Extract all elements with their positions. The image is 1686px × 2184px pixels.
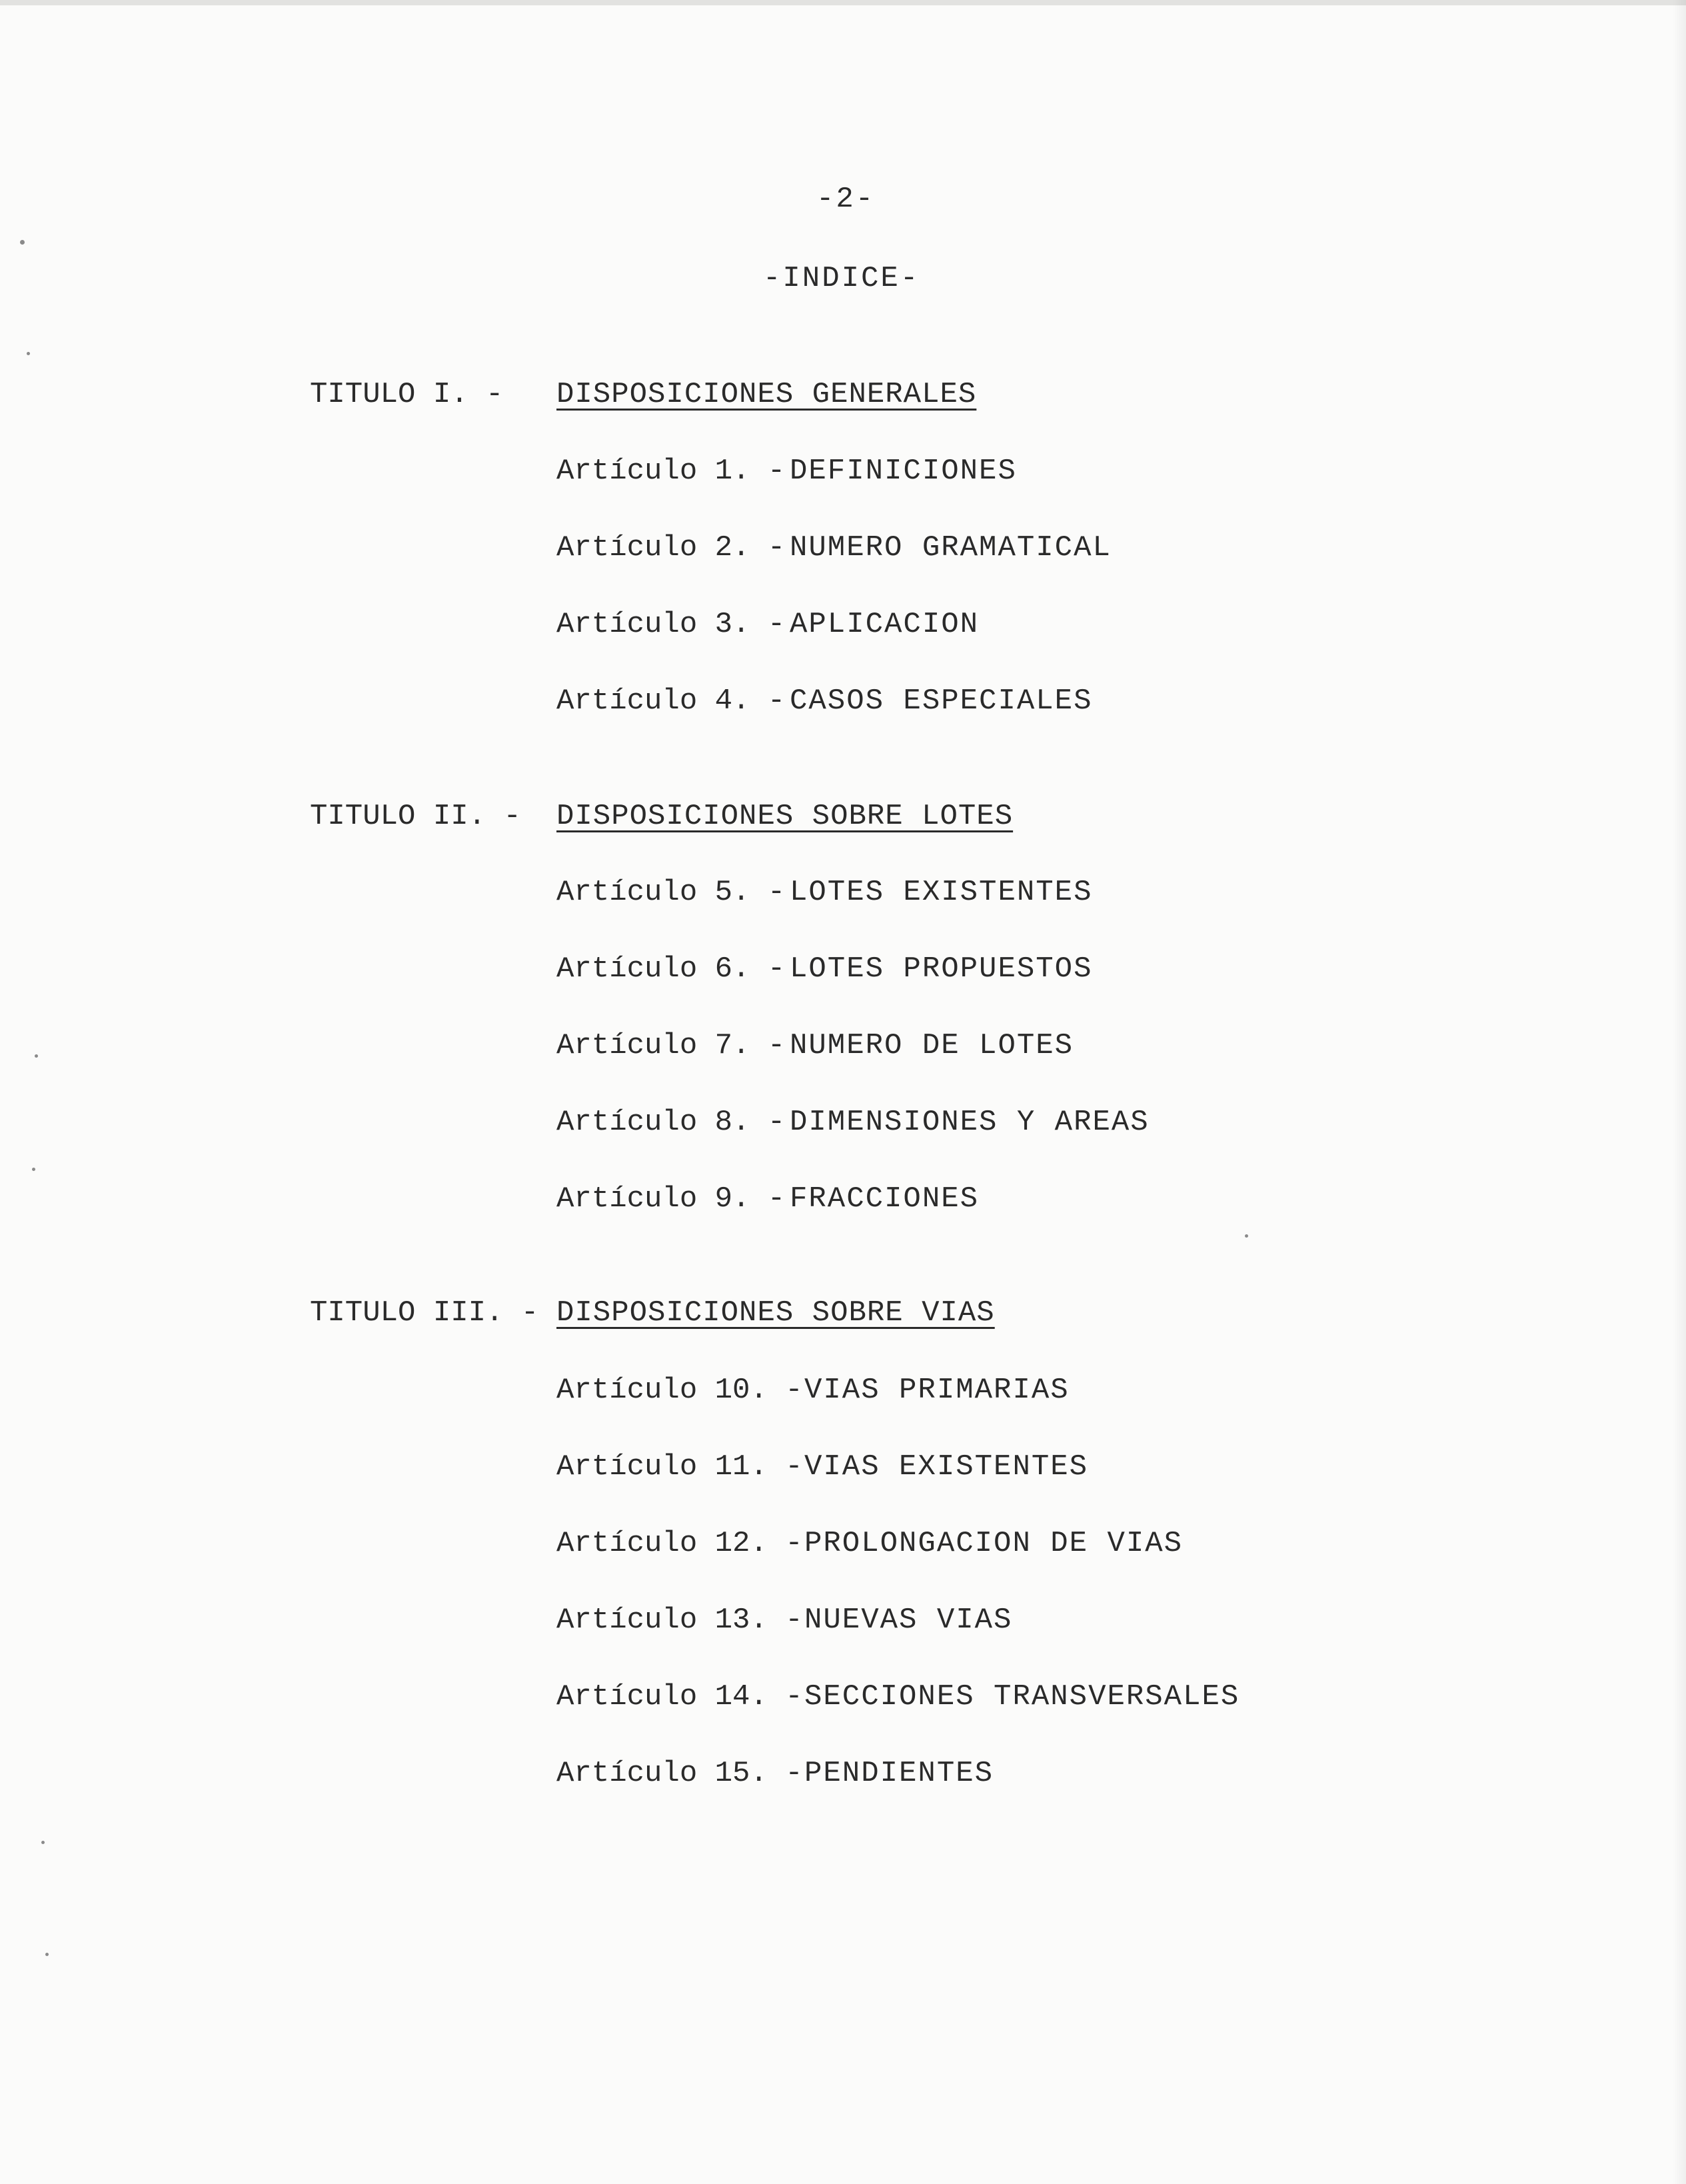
scan-speck — [27, 352, 30, 355]
titulo-label: TITULO I. - — [310, 378, 504, 411]
scan-speck — [32, 1168, 35, 1171]
articulo-heading: CASOS ESPECIALES — [790, 684, 1093, 718]
scan-speck — [1245, 1234, 1248, 1238]
articulo-label: Artículo 12. - — [556, 1527, 803, 1560]
titulo-heading: DISPOSICIONES GENERALES — [556, 378, 977, 411]
articulo-heading: VIAS EXISTENTES — [804, 1450, 1089, 1484]
articulo-heading: VIAS PRIMARIAS — [804, 1374, 1070, 1407]
articulo-heading: NUMERO GRAMATICAL — [790, 531, 1112, 564]
articulo-heading: DEFINICIONES — [790, 455, 1017, 488]
titulo-heading: DISPOSICIONES SOBRE LOTES — [556, 800, 1014, 833]
articulo-heading: FRACCIONES — [790, 1182, 980, 1216]
titulo-label: TITULO II. - — [310, 800, 521, 833]
articulo-label: Artículo 4. - — [556, 684, 786, 718]
scan-speck — [35, 1054, 38, 1058]
articulo-label: Artículo 3. - — [556, 608, 786, 641]
articulo-heading: NUMERO DE LOTES — [790, 1029, 1074, 1062]
page-number: -2- — [816, 183, 876, 216]
index-title: -INDICE- — [763, 262, 920, 295]
titulo-heading: DISPOSICIONES SOBRE VIAS — [556, 1296, 995, 1330]
articulo-label: Artículo 15. - — [556, 1757, 803, 1790]
articulo-label: Artículo 11. - — [556, 1450, 803, 1484]
articulo-label: Artículo 13. - — [556, 1604, 803, 1637]
scan-speck — [45, 1953, 49, 1956]
articulo-heading: LOTES EXISTENTES — [790, 876, 1093, 909]
titulo-label: TITULO III. - — [310, 1296, 539, 1330]
articulo-label: Artículo 1. - — [556, 455, 786, 488]
articulo-heading: LOTES PROPUESTOS — [790, 952, 1093, 986]
scan-speck — [41, 1841, 45, 1844]
articulo-label: Artículo 14. - — [556, 1680, 803, 1713]
articulo-heading: NUEVAS VIAS — [804, 1604, 1013, 1637]
articulo-heading: PENDIENTES — [804, 1757, 994, 1790]
articulo-heading: PROLONGACION DE VIAS — [804, 1527, 1184, 1560]
articulo-label: Artículo 10. - — [556, 1374, 803, 1407]
articulo-label: Artículo 8. - — [556, 1106, 786, 1139]
articulo-heading: DIMENSIONES Y AREAS — [790, 1106, 1150, 1139]
articulo-heading: APLICACION — [790, 608, 980, 641]
articulo-label: Artículo 2. - — [556, 531, 786, 564]
articulo-heading: SECCIONES TRANSVERSALES — [804, 1680, 1240, 1713]
scan-speck — [20, 240, 25, 245]
articulo-label: Artículo 5. - — [556, 876, 786, 909]
articulo-label: Artículo 6. - — [556, 952, 786, 986]
articulo-label: Artículo 9. - — [556, 1182, 786, 1216]
articulo-label: Artículo 7. - — [556, 1029, 786, 1062]
